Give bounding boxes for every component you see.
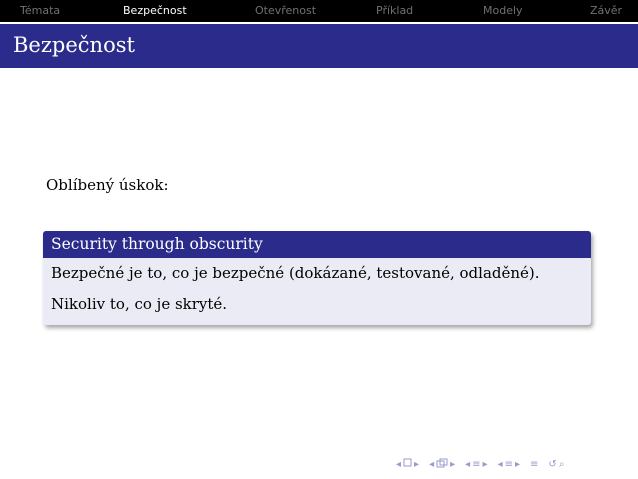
nav-right-arrow-icon[interactable]: ▸ bbox=[450, 458, 456, 470]
nav-item-bezpecnost[interactable]: Bezpečnost bbox=[123, 4, 187, 17]
block-title: Security through obscurity bbox=[43, 231, 591, 258]
nav-left-arrow-icon[interactable]: ◂ bbox=[396, 458, 402, 470]
nav-item-otevrenost[interactable]: Otevřenost bbox=[255, 4, 317, 17]
subsection-icon[interactable] bbox=[436, 458, 448, 471]
block-line-2: Nikoliv to, co je skryté. bbox=[51, 295, 228, 313]
block-line-1: Bezpečné je to, co je bezpečné (dokázané, testované, odladěné). bbox=[51, 264, 540, 282]
nav-item-priklad[interactable]: Příklad bbox=[376, 4, 414, 17]
nav-right-arrow-icon[interactable]: ▸ bbox=[515, 458, 521, 470]
section-icon[interactable]: ≡ bbox=[472, 458, 481, 470]
nav-item-zaver[interactable]: Závěr bbox=[590, 4, 623, 17]
nav-left-arrow-icon[interactable]: ◂ bbox=[497, 458, 503, 470]
nav-left-arrow-icon[interactable]: ◂ bbox=[429, 458, 435, 470]
align-icon[interactable]: ≡ bbox=[530, 458, 539, 470]
beamer-navigation-symbols bbox=[396, 456, 570, 472]
definition-block bbox=[43, 231, 591, 325]
nav-item-temata[interactable]: Témata bbox=[20, 4, 61, 17]
frame-icon[interactable] bbox=[403, 458, 412, 470]
nav-right-arrow-icon[interactable]: ▸ bbox=[482, 458, 488, 470]
section-navigation-bar bbox=[0, 0, 638, 22]
section-icon[interactable]: ≡ bbox=[504, 458, 513, 470]
frame-title-bar bbox=[0, 24, 638, 68]
frame-title: Bezpečnost bbox=[13, 33, 135, 57]
search-icon[interactable]: ⌕ bbox=[558, 458, 565, 470]
block-body bbox=[43, 258, 591, 314]
nav-left-arrow-icon[interactable]: ◂ bbox=[465, 458, 471, 470]
nav-item-modely[interactable]: Modely bbox=[483, 4, 523, 17]
intro-text: Oblíbený úskok: bbox=[46, 176, 169, 194]
search-icon[interactable]: ↺ bbox=[548, 458, 557, 470]
nav-right-arrow-icon[interactable]: ▸ bbox=[414, 458, 420, 470]
